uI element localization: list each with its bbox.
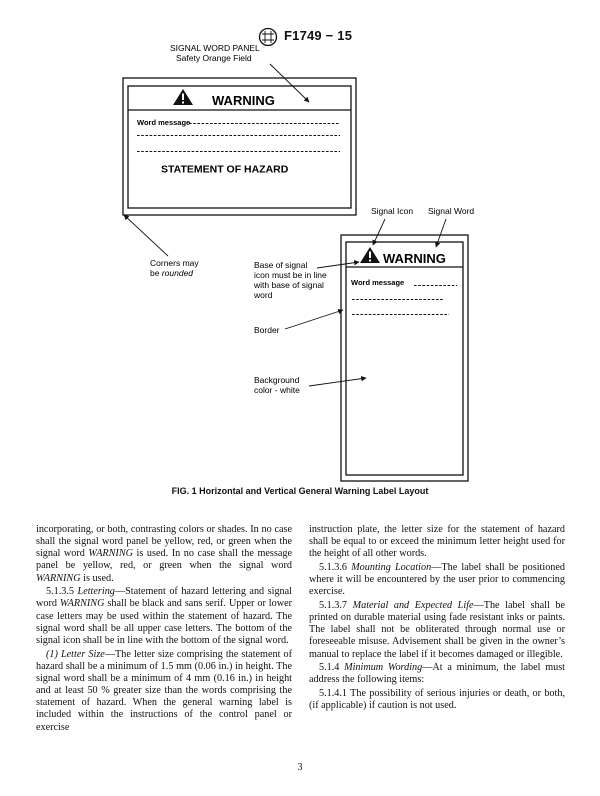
- horizontal-signal-word: WARNING: [212, 93, 275, 108]
- callout-signal-word-panel: SIGNAL WORD PANEL: [170, 43, 260, 53]
- subsection-letter-size: (1) Letter Size—The letter size comprising the statement of hazard shall be a minimum of 1.5 mm (0.06 in.) in height. The signal word shall be a minimum of 4 mm (0.16 in.) in height and at least 50 % greater size than the words comprising the statement of hazard. When the general warning label is included within the instructions of the control panel or exercise: [36, 648, 292, 733]
- callout-signal-icon: Signal Icon: [371, 206, 414, 216]
- callout-corners-line2: be rounded: [150, 268, 194, 278]
- section-5-1-4: 5.1.4 Minimum Wording—At a minimum, the label must address the following items:: [309, 662, 566, 686]
- callout-base-line4: word: [254, 290, 273, 300]
- callout-background-line1: Background: [254, 375, 300, 385]
- paragraph: incorporating, or both, contrasting colors or shades. In no case shall the signal word panel be yellow, red, or green when the signal word WARNING is used. In no case shall the message panel be yellow, red, or green when the signal word WARNING is used.: [36, 524, 292, 584]
- section-5-1-4-1: 5.1.4.1 The possibility of serious injuries or death, or both, (if applicable) if caution is not used.: [309, 688, 565, 712]
- horizontal-alert-icon: [173, 89, 193, 105]
- vertical-label: [341, 235, 468, 481]
- callout-border: Border: [254, 325, 280, 335]
- figure-caption: FIG. 1 Horizontal and Vertical General Warning Label Layout: [171, 486, 429, 496]
- callout-base-line3: with base of signal: [254, 280, 324, 290]
- horizontal-word-message: Word message: [137, 118, 191, 127]
- section-5-1-3-6: 5.1.3.6 Mounting Location—The label shall be positioned where it will be encountered by the user prior to commencing exercise.: [309, 561, 565, 598]
- callout-signal-word: Signal Word: [428, 206, 475, 216]
- paragraph: instruction plate, the letter size for the statement of hazard shall be equal to or exceed the minimum letter height used for the height of all other words.: [309, 524, 565, 560]
- vertical-outer-border: [341, 235, 468, 481]
- section-5-1-3-5: 5.1.3.5 Lettering—Statement of hazard lettering and signal word WARNING shall be black and sans serif. Upper or lower case letters may be used within the statement of hazard. The signal word shall be all upper case letters. The bottom of the signal icon shall be in line with the bottom of the signal word.: [36, 586, 292, 646]
- vertical-alert-icon: [360, 247, 380, 263]
- section-5-1-3-7: 5.1.3.7 Material and Expected Life—The label shall be printed on durable material using fade resistant inks or paints. The label shall not be obliterated through normal use or foreseeable misuse. Advisement shall be given in the owner’s manual to replace the label if it becomes damaged or illegible.: [309, 599, 566, 660]
- horizontal-label: [123, 78, 356, 215]
- standard-designation: F1749 − 15: [284, 28, 353, 43]
- vertical-signal-word: WARNING: [383, 251, 446, 266]
- page-number: 3: [297, 762, 303, 773]
- callout-base-line1: Base of signal: [254, 260, 308, 270]
- horizontal-statement-of-hazard: STATEMENT OF HAZARD: [161, 163, 289, 176]
- vertical-inner-border: [346, 242, 463, 475]
- callout-corners-line1: Corners may: [150, 258, 199, 268]
- callout-base-line2: icon must be in line: [254, 270, 327, 280]
- callout-safety-orange-field: Safety Orange Field: [176, 53, 252, 63]
- right-text-column: [309, 524, 565, 714]
- left-text-column: [36, 524, 292, 735]
- callout-background-line2: color - white: [254, 385, 300, 395]
- vertical-word-message: Word message: [351, 278, 405, 287]
